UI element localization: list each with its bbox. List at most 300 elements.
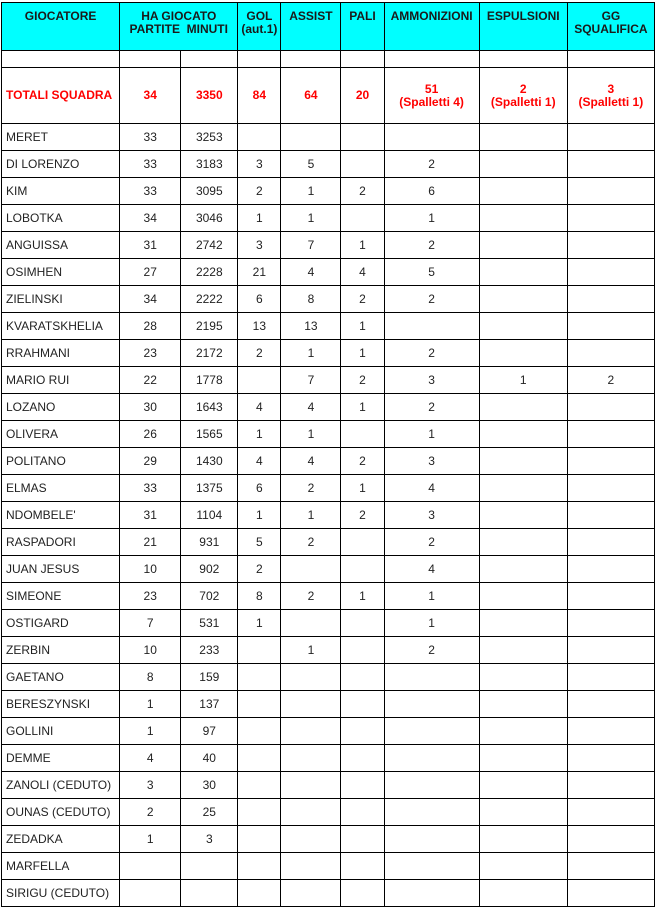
totals-yellow — [384, 68, 479, 124]
cell-player-name: LOZANO — [2, 394, 120, 421]
cell-ban — [567, 745, 654, 772]
cell-red — [479, 610, 567, 637]
table-row — [2, 340, 655, 367]
header-posts: PALI — [341, 3, 384, 51]
cell-minutes: 1643 — [181, 394, 238, 421]
cell-goals: 4 — [238, 394, 281, 421]
totals-label: TOTALI SQUADRA — [2, 68, 120, 124]
cell-red — [479, 448, 567, 475]
cell-posts — [341, 421, 384, 448]
cell-assist — [281, 853, 341, 880]
cell-matches: 23 — [120, 583, 181, 610]
totals-assist: 64 — [281, 68, 341, 124]
cell-red — [479, 691, 567, 718]
cell-posts — [341, 124, 384, 151]
cell-goals — [238, 745, 281, 772]
table-row — [2, 502, 655, 529]
cell-yellow: 3 — [384, 448, 479, 475]
cell-posts — [341, 691, 384, 718]
cell-assist: 8 — [281, 286, 341, 313]
cell-player-name: KVARATSKHELIA — [2, 313, 120, 340]
header-row — [2, 3, 655, 51]
cell-posts: 1 — [341, 583, 384, 610]
cell-goals: 1 — [238, 502, 281, 529]
cell-player-name: SIRIGU (CEDUTO) — [2, 880, 120, 907]
cell-matches: 2 — [120, 799, 181, 826]
cell-goals: 1 — [238, 610, 281, 637]
stats-table — [1, 2, 655, 907]
cell-player-name: MARIO RUI — [2, 367, 120, 394]
totals-ban-value: 3 — [607, 81, 615, 96]
cell-red — [479, 421, 567, 448]
cell-goals: 2 — [238, 556, 281, 583]
cell-yellow: 2 — [384, 151, 479, 178]
cell-player-name: ZEDADKA — [2, 826, 120, 853]
header-played-title: HA GIOCATO — [141, 9, 217, 23]
cell-matches: 29 — [120, 448, 181, 475]
cell-yellow: 4 — [384, 556, 479, 583]
cell-player-name: OSTIGARD — [2, 610, 120, 637]
cell-red — [479, 772, 567, 799]
cell-posts — [341, 880, 384, 907]
totals-yellow-note: (Spalletti 4) — [399, 94, 464, 109]
cell-assist — [281, 718, 341, 745]
table-row — [2, 826, 655, 853]
cell-player-name: LOBOTKA — [2, 205, 120, 232]
cell-goals — [238, 367, 281, 394]
table-row — [2, 286, 655, 313]
cell-goals — [238, 664, 281, 691]
cell-player-name: OUNAS (CEDUTO) — [2, 799, 120, 826]
cell-assist: 5 — [281, 151, 341, 178]
cell-posts: 1 — [341, 475, 384, 502]
cell-red — [479, 286, 567, 313]
cell-yellow — [384, 772, 479, 799]
cell-player-name: GAETANO — [2, 664, 120, 691]
cell-matches: 23 — [120, 340, 181, 367]
cell-minutes: 931 — [181, 529, 238, 556]
cell-ban — [567, 313, 654, 340]
cell-matches — [120, 853, 181, 880]
cell-matches: 30 — [120, 394, 181, 421]
cell-minutes — [181, 853, 238, 880]
cell-assist — [281, 691, 341, 718]
cell-minutes: 3046 — [181, 205, 238, 232]
header-ban-sub: SQUALIFICA — [574, 22, 648, 36]
cell-assist: 7 — [281, 232, 341, 259]
cell-minutes: 40 — [181, 745, 238, 772]
table-row — [2, 367, 655, 394]
table-row — [2, 664, 655, 691]
table-row — [2, 151, 655, 178]
cell-minutes: 3253 — [181, 124, 238, 151]
cell-minutes: 2195 — [181, 313, 238, 340]
cell-ban — [567, 151, 654, 178]
cell-player-name: OSIMHEN — [2, 259, 120, 286]
cell-assist: 1 — [281, 421, 341, 448]
cell-ban — [567, 556, 654, 583]
cell-yellow: 1 — [384, 421, 479, 448]
header-player: GIOCATORE — [2, 3, 120, 51]
cell-assist — [281, 799, 341, 826]
cell-goals — [238, 718, 281, 745]
cell-red — [479, 583, 567, 610]
header-goals-sub: (aut.1) — [241, 22, 278, 36]
cell-yellow — [384, 124, 479, 151]
cell-goals: 5 — [238, 529, 281, 556]
cell-goals: 6 — [238, 286, 281, 313]
table-row — [2, 178, 655, 205]
totals-row — [2, 68, 655, 124]
cell-posts: 4 — [341, 259, 384, 286]
cell-goals: 2 — [238, 178, 281, 205]
cell-player-name: NDOMBELE' — [2, 502, 120, 529]
cell-red — [479, 637, 567, 664]
cell-ban — [567, 691, 654, 718]
cell-player-name: BERESZYNSKI — [2, 691, 120, 718]
cell-assist: 1 — [281, 637, 341, 664]
cell-ban — [567, 205, 654, 232]
cell-assist: 1 — [281, 178, 341, 205]
totals-ban — [567, 68, 654, 124]
cell-posts — [341, 637, 384, 664]
header-red: ESPULSIONI — [479, 3, 567, 51]
cell-player-name: ELMAS — [2, 475, 120, 502]
cell-goals — [238, 637, 281, 664]
cell-yellow — [384, 853, 479, 880]
table-row — [2, 529, 655, 556]
table-row — [2, 772, 655, 799]
cell-goals: 2 — [238, 340, 281, 367]
cell-player-name: SIMEONE — [2, 583, 120, 610]
table-row — [2, 637, 655, 664]
cell-yellow: 4 — [384, 475, 479, 502]
cell-goals: 4 — [238, 448, 281, 475]
cell-ban — [567, 286, 654, 313]
cell-posts: 1 — [341, 232, 384, 259]
cell-yellow — [384, 826, 479, 853]
cell-ban — [567, 718, 654, 745]
cell-yellow — [384, 745, 479, 772]
cell-red — [479, 853, 567, 880]
cell-yellow: 1 — [384, 205, 479, 232]
cell-matches: 22 — [120, 367, 181, 394]
cell-red — [479, 502, 567, 529]
totals-red — [479, 68, 567, 124]
cell-yellow: 2 — [384, 394, 479, 421]
cell-player-name: DI LORENZO — [2, 151, 120, 178]
cell-minutes: 531 — [181, 610, 238, 637]
cell-posts: 2 — [341, 367, 384, 394]
cell-player-name: DEMME — [2, 745, 120, 772]
cell-assist — [281, 745, 341, 772]
totals-red-note: (Spalletti 1) — [490, 94, 556, 109]
cell-ban — [567, 853, 654, 880]
cell-minutes: 159 — [181, 664, 238, 691]
cell-red — [479, 151, 567, 178]
cell-ban — [567, 799, 654, 826]
cell-goals — [238, 826, 281, 853]
cell-posts — [341, 610, 384, 637]
table-row — [2, 313, 655, 340]
cell-ban — [567, 610, 654, 637]
cell-goals — [238, 880, 281, 907]
cell-posts — [341, 664, 384, 691]
cell-red — [479, 826, 567, 853]
cell-red — [479, 178, 567, 205]
header-assist: ASSIST — [281, 3, 341, 51]
cell-posts: 2 — [341, 448, 384, 475]
cell-red — [479, 664, 567, 691]
cell-assist: 13 — [281, 313, 341, 340]
cell-assist: 4 — [281, 259, 341, 286]
cell-minutes: 233 — [181, 637, 238, 664]
cell-red — [479, 232, 567, 259]
cell-minutes: 97 — [181, 718, 238, 745]
cell-ban — [567, 529, 654, 556]
cell-yellow — [384, 313, 479, 340]
cell-assist: 7 — [281, 367, 341, 394]
cell-player-name: RASPADORI — [2, 529, 120, 556]
cell-posts — [341, 826, 384, 853]
cell-ban — [567, 880, 654, 907]
table-row — [2, 448, 655, 475]
cell-posts: 2 — [341, 286, 384, 313]
cell-matches: 26 — [120, 421, 181, 448]
cell-yellow: 2 — [384, 340, 479, 367]
cell-goals — [238, 691, 281, 718]
cell-yellow — [384, 691, 479, 718]
header-ban-title: GG — [601, 9, 621, 23]
cell-matches: 33 — [120, 124, 181, 151]
cell-red — [479, 799, 567, 826]
cell-ban — [567, 664, 654, 691]
cell-goals: 3 — [238, 232, 281, 259]
cell-matches: 33 — [120, 151, 181, 178]
cell-posts — [341, 745, 384, 772]
cell-minutes: 2172 — [181, 340, 238, 367]
cell-ban — [567, 826, 654, 853]
cell-goals: 21 — [238, 259, 281, 286]
cell-minutes: 2742 — [181, 232, 238, 259]
cell-ban: 2 — [567, 367, 654, 394]
cell-matches: 10 — [120, 556, 181, 583]
cell-player-name: MERET — [2, 124, 120, 151]
table-row — [2, 556, 655, 583]
cell-posts — [341, 718, 384, 745]
cell-ban — [567, 502, 654, 529]
cell-posts — [341, 799, 384, 826]
cell-red — [479, 529, 567, 556]
cell-goals: 13 — [238, 313, 281, 340]
cell-ban — [567, 475, 654, 502]
cell-red — [479, 556, 567, 583]
cell-assist: 1 — [281, 205, 341, 232]
cell-red — [479, 124, 567, 151]
totals-red-value: 2 — [519, 81, 527, 96]
cell-player-name: ZIELINSKI — [2, 286, 120, 313]
cell-matches: 10 — [120, 637, 181, 664]
cell-minutes: 137 — [181, 691, 238, 718]
header-played — [120, 3, 238, 51]
cell-yellow: 2 — [384, 232, 479, 259]
cell-ban — [567, 448, 654, 475]
cell-yellow: 1 — [384, 583, 479, 610]
cell-posts — [341, 151, 384, 178]
cell-assist — [281, 124, 341, 151]
cell-yellow: 3 — [384, 367, 479, 394]
cell-minutes: 3095 — [181, 178, 238, 205]
cell-ban — [567, 421, 654, 448]
cell-matches: 34 — [120, 286, 181, 313]
cell-yellow — [384, 880, 479, 907]
cell-red — [479, 475, 567, 502]
cell-matches: 28 — [120, 313, 181, 340]
cell-player-name: ZANOLI (CEDUTO) — [2, 772, 120, 799]
cell-posts — [341, 529, 384, 556]
spacer-row — [2, 51, 655, 68]
cell-matches: 33 — [120, 178, 181, 205]
cell-goals — [238, 853, 281, 880]
cell-minutes: 902 — [181, 556, 238, 583]
cell-player-name: ZERBIN — [2, 637, 120, 664]
cell-player-name: GOLLINI — [2, 718, 120, 745]
cell-posts: 1 — [341, 313, 384, 340]
table-row — [2, 583, 655, 610]
cell-ban — [567, 259, 654, 286]
cell-matches: 8 — [120, 664, 181, 691]
table-row — [2, 124, 655, 151]
totals-yellow-value: 51 — [424, 81, 439, 96]
table-row — [2, 232, 655, 259]
table-row — [2, 259, 655, 286]
cell-red — [479, 313, 567, 340]
cell-red — [479, 340, 567, 367]
cell-minutes: 3183 — [181, 151, 238, 178]
cell-yellow: 2 — [384, 529, 479, 556]
cell-minutes: 1104 — [181, 502, 238, 529]
cell-matches: 7 — [120, 610, 181, 637]
cell-ban — [567, 394, 654, 421]
cell-assist: 2 — [281, 529, 341, 556]
cell-yellow: 2 — [384, 637, 479, 664]
cell-yellow — [384, 664, 479, 691]
table-row — [2, 205, 655, 232]
table-row — [2, 718, 655, 745]
cell-yellow: 2 — [384, 286, 479, 313]
cell-assist: 1 — [281, 340, 341, 367]
table-row — [2, 745, 655, 772]
cell-minutes: 1430 — [181, 448, 238, 475]
table-row — [2, 853, 655, 880]
cell-red — [479, 880, 567, 907]
cell-assist: 4 — [281, 394, 341, 421]
cell-minutes: 3 — [181, 826, 238, 853]
table-row — [2, 691, 655, 718]
cell-red — [479, 259, 567, 286]
header-ban — [567, 3, 654, 51]
cell-posts: 2 — [341, 178, 384, 205]
cell-matches: 31 — [120, 232, 181, 259]
cell-posts — [341, 205, 384, 232]
cell-matches: 4 — [120, 745, 181, 772]
cell-player-name: OLIVERA — [2, 421, 120, 448]
cell-assist — [281, 610, 341, 637]
cell-assist — [281, 880, 341, 907]
cell-minutes: 702 — [181, 583, 238, 610]
cell-minutes: 1778 — [181, 367, 238, 394]
cell-ban — [567, 124, 654, 151]
cell-player-name: POLITANO — [2, 448, 120, 475]
cell-red — [479, 205, 567, 232]
cell-red — [479, 718, 567, 745]
cell-minutes: 1375 — [181, 475, 238, 502]
cell-yellow: 3 — [384, 502, 479, 529]
cell-ban — [567, 178, 654, 205]
cell-red — [479, 394, 567, 421]
cell-posts: 2 — [341, 502, 384, 529]
cell-minutes: 30 — [181, 772, 238, 799]
cell-matches: 1 — [120, 691, 181, 718]
cell-ban — [567, 637, 654, 664]
cell-goals — [238, 799, 281, 826]
cell-posts — [341, 853, 384, 880]
cell-yellow — [384, 799, 479, 826]
cell-player-name: KIM — [2, 178, 120, 205]
cell-yellow: 6 — [384, 178, 479, 205]
cell-minutes — [181, 880, 238, 907]
cell-assist — [281, 772, 341, 799]
table-row — [2, 880, 655, 907]
cell-player-name: MARFELLA — [2, 853, 120, 880]
cell-red: 1 — [479, 367, 567, 394]
cell-ban — [567, 232, 654, 259]
cell-goals: 3 — [238, 151, 281, 178]
header-goals — [238, 3, 281, 51]
cell-matches: 27 — [120, 259, 181, 286]
totals-ban-note: (Spalletti 1) — [578, 94, 644, 109]
cell-ban — [567, 340, 654, 367]
cell-assist: 1 — [281, 502, 341, 529]
cell-matches: 3 — [120, 772, 181, 799]
cell-posts — [341, 772, 384, 799]
cell-yellow: 5 — [384, 259, 479, 286]
cell-yellow — [384, 718, 479, 745]
cell-matches — [120, 880, 181, 907]
cell-ban — [567, 583, 654, 610]
cell-assist — [281, 826, 341, 853]
cell-player-name: RRAHMANI — [2, 340, 120, 367]
cell-goals — [238, 772, 281, 799]
cell-matches: 1 — [120, 826, 181, 853]
cell-minutes: 1565 — [181, 421, 238, 448]
cell-minutes: 25 — [181, 799, 238, 826]
cell-matches: 31 — [120, 502, 181, 529]
header-played-sub: PARTITE MINUTI — [129, 22, 228, 36]
cell-minutes: 2222 — [181, 286, 238, 313]
totals-posts: 20 — [341, 68, 384, 124]
cell-goals — [238, 124, 281, 151]
table-row — [2, 394, 655, 421]
totals-goals: 84 — [238, 68, 281, 124]
cell-matches: 34 — [120, 205, 181, 232]
cell-yellow: 1 — [384, 610, 479, 637]
header-yellow: AMMONIZIONI — [384, 3, 479, 51]
table-row — [2, 799, 655, 826]
header-goals-title: GOL — [246, 9, 273, 23]
cell-goals: 1 — [238, 205, 281, 232]
cell-assist — [281, 664, 341, 691]
